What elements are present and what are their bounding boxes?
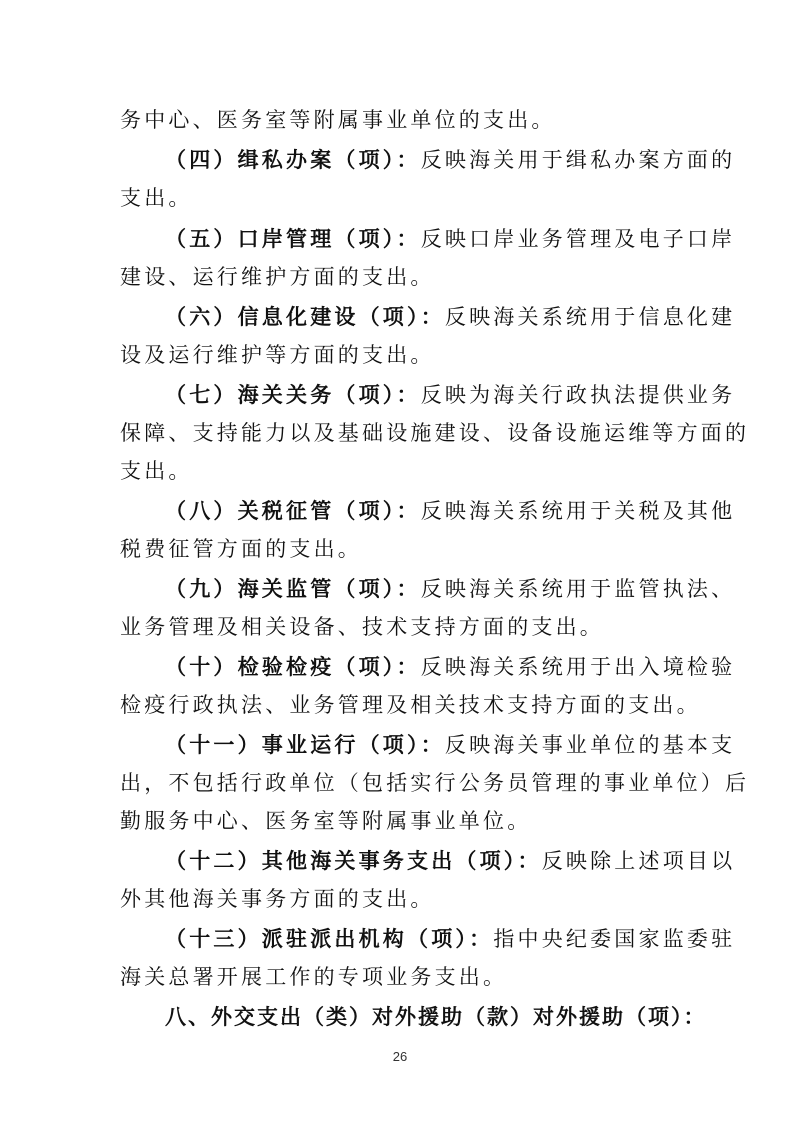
line-body: 检疫行政执法、业务管理及相关技术支持方面的支出。 (120, 693, 701, 717)
paragraph-line (120, 690, 701, 720)
paragraph-line (120, 612, 680, 642)
line-body: 反映海关系统用于信息化建 (444, 305, 736, 329)
line-body: 反映海关事业单位的基本支 (444, 733, 736, 757)
paragraph-line (120, 768, 750, 798)
item-label: （九）海关监管（项）： (165, 576, 421, 601)
item-label: （十一）事业运行（项）： (165, 732, 445, 757)
item-label: （十二）其他海关事务支出（项）： (165, 848, 542, 873)
line-body: 务中心、医务室等附属事业单位的支出。 (120, 108, 556, 132)
paragraph-line (120, 105, 680, 135)
paragraph-line (120, 456, 680, 486)
line-body: 反映为海关行政执法提供业务 (420, 383, 736, 407)
item-6-line (165, 302, 736, 332)
paragraph-line (120, 183, 680, 213)
item-10-line (165, 652, 736, 682)
line-body: 反映除上述项目以 (541, 849, 736, 873)
line-body: 勤服务中心、医务室等附属事业单位。 (120, 809, 532, 833)
line-body: 出，不包括行政单位（包括实行公务员管理的事业单位）后 (120, 771, 750, 795)
paragraph-line (120, 262, 680, 292)
paragraph-line (120, 884, 680, 914)
item-label: （五）口岸管理（项）： (165, 226, 421, 251)
section-heading-text: 八、外交支出（类）对外援助（款）对外援助（项）： (165, 1005, 707, 1029)
line-body: 指中央纪委国家监委驻 (493, 927, 736, 951)
paragraph-line (120, 806, 680, 836)
item-7-line (165, 380, 736, 410)
item-label: （七）海关关务（项）： (165, 382, 421, 407)
item-label: （十三）派驻派出机构（项）： (165, 926, 494, 951)
paragraph-line (120, 962, 680, 992)
paragraph-line (120, 534, 680, 564)
item-11-line (165, 730, 736, 760)
line-body: 支出。 (120, 459, 193, 483)
item-13-line (165, 924, 736, 954)
line-body: 保障、支持能力以及基础设施建设、设备设施运维等方面的 (120, 421, 750, 445)
line-body: 业务管理及相关设备、技术支持方面的支出。 (120, 615, 604, 639)
item-5-line (165, 224, 736, 254)
line-body: 反映口岸业务管理及电子口岸 (420, 227, 736, 251)
paragraph-line (120, 418, 750, 448)
item-label: （四）缉私办案（项）： (165, 147, 421, 172)
page-number: 26 (392, 1049, 408, 1064)
line-body: 海关总署开展工作的专项业务支出。 (120, 965, 508, 989)
line-body: 建设、运行维护方面的支出。 (120, 265, 435, 289)
line-body: 外其他海关事务方面的支出。 (120, 887, 435, 911)
line-body: 反映海关系统用于出入境检验 (420, 655, 736, 679)
item-4-line (165, 145, 736, 175)
line-body: 反映海关用于缉私办案方面的 (420, 148, 736, 172)
line-body: 支出。 (120, 186, 193, 210)
item-label: （八）关税征管（项）： (165, 498, 421, 523)
line-body: 设及运行维护等方面的支出。 (120, 343, 435, 367)
section-heading (165, 1002, 707, 1032)
item-8-line (165, 496, 736, 526)
item-label: （十）检验检疫（项）： (165, 654, 421, 679)
line-body: 税费征管方面的支出。 (120, 537, 362, 561)
line-body: 反映海关系统用于关税及其他 (420, 499, 736, 523)
paragraph-line (120, 340, 680, 370)
item-12-line (165, 846, 736, 876)
line-body: 反映海关系统用于监管执法、 (420, 577, 736, 601)
item-label: （六）信息化建设（项）： (165, 304, 445, 329)
item-9-line (165, 574, 736, 604)
